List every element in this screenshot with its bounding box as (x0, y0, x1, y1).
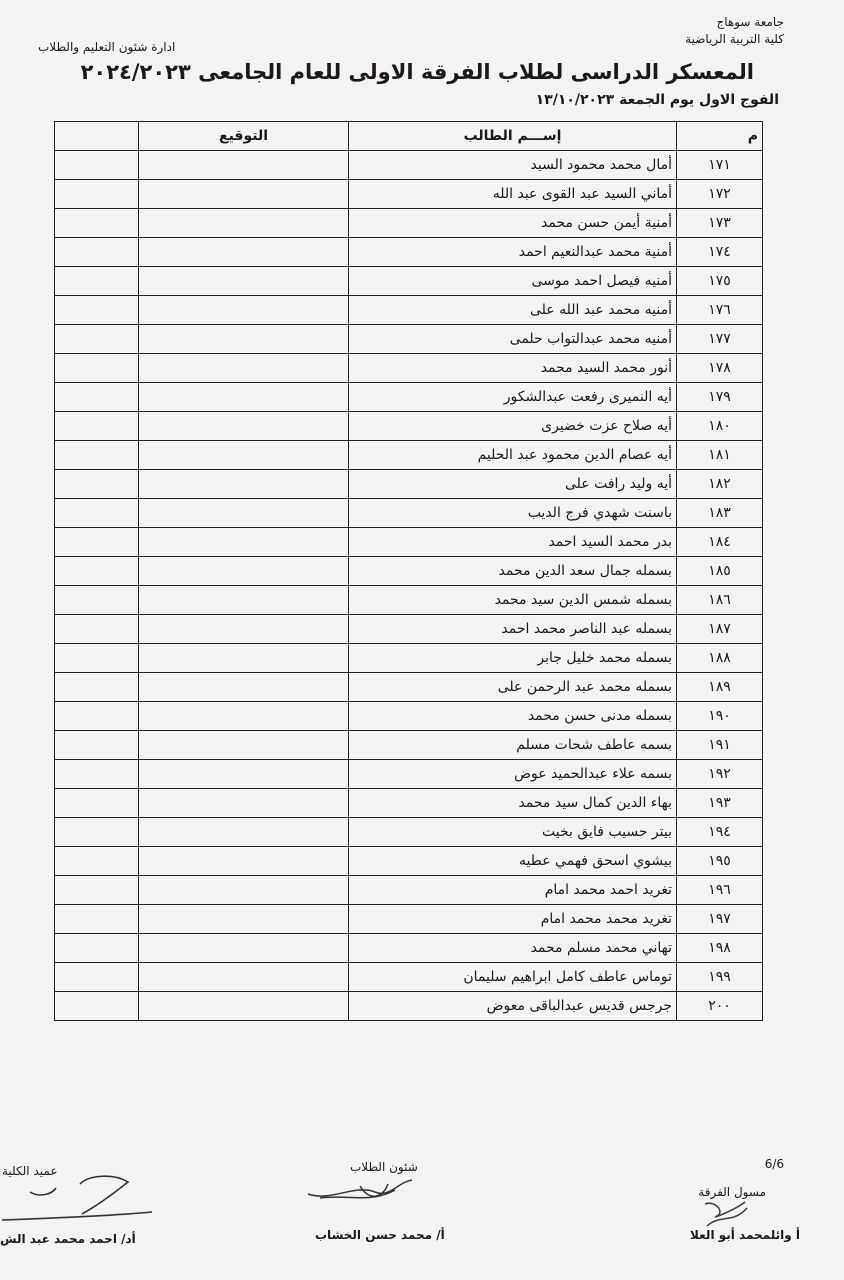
row-number: ١٩٦ (677, 876, 763, 905)
signature-cell[interactable] (139, 383, 349, 412)
header-number: م (677, 122, 763, 151)
row-number: ١٩٨ (677, 934, 763, 963)
table-row (55, 470, 763, 499)
row-number: ١٨٦ (677, 586, 763, 615)
class-supervisor-name: أ وائلمحمد أبو العلا (690, 1228, 800, 1242)
extra-cell (55, 209, 139, 238)
table-row (55, 499, 763, 528)
extra-cell (55, 789, 139, 818)
extra-cell (55, 731, 139, 760)
student-name: بسمله شمس الدين سيد محمد (349, 586, 677, 615)
student-name: أمنيه محمد عبد الله على (349, 296, 677, 325)
signature-cell[interactable] (139, 760, 349, 789)
signature-cell[interactable] (139, 789, 349, 818)
signature-cell[interactable] (139, 673, 349, 702)
row-number: ١٨٢ (677, 470, 763, 499)
signature-cell[interactable] (139, 644, 349, 673)
signature-cell[interactable] (139, 209, 349, 238)
student-affairs-signature (300, 1172, 430, 1208)
table-row (55, 441, 763, 470)
table-row (55, 238, 763, 267)
dean-name: أد/ احمد محمد عبد الش (0, 1232, 136, 1246)
row-number: ١٧١ (677, 151, 763, 180)
row-number: ١٨١ (677, 441, 763, 470)
student-name: أمنيه فيصل احمد موسى (349, 267, 677, 296)
table-row (55, 383, 763, 412)
extra-cell (55, 296, 139, 325)
table-row (55, 296, 763, 325)
signature-cell[interactable] (139, 963, 349, 992)
signature-cell[interactable] (139, 470, 349, 499)
signature-cell[interactable] (139, 818, 349, 847)
student-name: تهاني محمد مسلم محمد (349, 934, 677, 963)
student-name: أمنية أيمن حسن محمد (349, 209, 677, 238)
row-number: ١٨٤ (677, 528, 763, 557)
student-name: توماس عاطف كامل ابراهيم سليمان (349, 963, 677, 992)
signature-cell[interactable] (139, 615, 349, 644)
table-header-row (55, 122, 763, 151)
student-name: أمنية محمد عبدالنعيم احمد (349, 238, 677, 267)
table-row (55, 673, 763, 702)
row-number: ١٨٧ (677, 615, 763, 644)
row-number: ١٧٣ (677, 209, 763, 238)
student-roster-table (54, 121, 763, 1021)
student-name: بسمله محمد عبد الرحمن على (349, 673, 677, 702)
table-row (55, 354, 763, 383)
row-number: ١٧٩ (677, 383, 763, 412)
extra-cell (55, 992, 139, 1021)
extra-cell (55, 412, 139, 441)
signature-cell[interactable] (139, 296, 349, 325)
student-name: أمنيه محمد عبدالتواب حلمى (349, 325, 677, 354)
row-number: ١٩٣ (677, 789, 763, 818)
table-row (55, 151, 763, 180)
signature-cell[interactable] (139, 702, 349, 731)
signature-cell[interactable] (139, 412, 349, 441)
page-number: 6/6 (764, 1157, 784, 1171)
table-row (55, 325, 763, 354)
row-number: ١٩٠ (677, 702, 763, 731)
signature-cell[interactable] (139, 847, 349, 876)
table-row (55, 267, 763, 296)
signature-cell[interactable] (139, 499, 349, 528)
row-number: ١٩١ (677, 731, 763, 760)
table-row (55, 731, 763, 760)
extra-cell (55, 383, 139, 412)
table-row (55, 876, 763, 905)
table-row (55, 905, 763, 934)
header-extra (55, 122, 139, 151)
row-number: ١٩٩ (677, 963, 763, 992)
student-name: بسمه علاء عبدالحميد عوض (349, 760, 677, 789)
header-student-name: إســـم الطالب (349, 122, 677, 151)
signature-cell[interactable] (139, 876, 349, 905)
extra-cell (55, 760, 139, 789)
signature-cell[interactable] (139, 267, 349, 296)
row-number: ١٧٨ (677, 354, 763, 383)
table-row (55, 963, 763, 992)
table-row (55, 847, 763, 876)
table-row (55, 180, 763, 209)
row-number: ١٩٧ (677, 905, 763, 934)
row-number: ١٩٥ (677, 847, 763, 876)
row-number: ١٨٥ (677, 557, 763, 586)
extra-cell (55, 325, 139, 354)
document-subtitle: الفوج الاول يوم الجمعة ١٣/١٠/٢٠٢٣ (535, 92, 779, 108)
student-name: جرجس قديس عبدالباقى معوض (349, 992, 677, 1021)
extra-cell (55, 557, 139, 586)
student-name: تغريد احمد محمد امام (349, 876, 677, 905)
student-name: بسمله عبد الناصر محمد احمد (349, 615, 677, 644)
row-number: ١٧٦ (677, 296, 763, 325)
table-row (55, 934, 763, 963)
table-row (55, 992, 763, 1021)
student-name: أيه وليد رافت على (349, 470, 677, 499)
roster-body (55, 151, 763, 1021)
extra-cell (55, 470, 139, 499)
row-number: ١٩٢ (677, 760, 763, 789)
signature-cell[interactable] (139, 557, 349, 586)
extra-cell (55, 934, 139, 963)
institution-header (685, 14, 784, 48)
student-name: أيه صلاح عزت خضيرى (349, 412, 677, 441)
dean-title: عميد الكلية (2, 1164, 58, 1178)
extra-cell (55, 905, 139, 934)
table-row (55, 528, 763, 557)
signature-cell[interactable] (139, 731, 349, 760)
student-name: بسمله محمد خليل جابر (349, 644, 677, 673)
row-number: ١٧٧ (677, 325, 763, 354)
table-row (55, 789, 763, 818)
extra-cell (55, 586, 139, 615)
row-number: ١٧٥ (677, 267, 763, 296)
extra-cell (55, 354, 139, 383)
signature-cell[interactable] (139, 238, 349, 267)
student-name: بدر محمد السيد احمد (349, 528, 677, 557)
header-signature: التوقيع (139, 122, 349, 151)
class-supervisor-title: مسول الفرقة (698, 1185, 766, 1199)
table-row (55, 586, 763, 615)
student-name: بيشوي اسحق فهمي عطيه (349, 847, 677, 876)
student-name: بيتر حسيب فايق بخيت (349, 818, 677, 847)
extra-cell (55, 267, 139, 296)
row-number: ٢٠٠ (677, 992, 763, 1021)
extra-cell (55, 151, 139, 180)
extra-cell (55, 615, 139, 644)
student-name: بسمله جمال سعد الدين محمد (349, 557, 677, 586)
row-number: ١٨٩ (677, 673, 763, 702)
dean-signature (0, 1168, 160, 1228)
row-number: ١٩٤ (677, 818, 763, 847)
table-row (55, 818, 763, 847)
extra-cell (55, 963, 139, 992)
extra-cell (55, 499, 139, 528)
student-name: أماني السيد عبد القوى عبد الله (349, 180, 677, 209)
department-name: ادارة شئون التعليم والطلاب (38, 40, 176, 54)
table-row (55, 412, 763, 441)
row-number: ١٨٠ (677, 412, 763, 441)
student-affairs-name: أ/ محمد حسن الخشاب (315, 1228, 445, 1242)
extra-cell (55, 180, 139, 209)
signature-cell[interactable] (139, 441, 349, 470)
student-affairs-title: شئون الطلاب (350, 1160, 418, 1174)
row-number: ١٨٨ (677, 644, 763, 673)
class-supervisor-signature (695, 1196, 755, 1230)
signature-cell[interactable] (139, 354, 349, 383)
extra-cell (55, 673, 139, 702)
extra-cell (55, 818, 139, 847)
university-name: جامعة سوهاج (716, 15, 784, 29)
table-row (55, 615, 763, 644)
student-name: بهاء الدين كمال سيد محمد (349, 789, 677, 818)
student-name: أمال محمد محمود السيد (349, 151, 677, 180)
row-number: ١٧٢ (677, 180, 763, 209)
extra-cell (55, 847, 139, 876)
document-title: المعسكر الدراسى لطلاب الفرقة الاولى للعام الجامعى ٢٠٢٤/٢٠٢٣ (80, 60, 754, 84)
student-name: تغريد محمد محمد امام (349, 905, 677, 934)
row-number: ١٨٣ (677, 499, 763, 528)
faculty-name: كلية التربية الرياضية (685, 32, 784, 46)
extra-cell (55, 441, 139, 470)
signature-cell[interactable] (139, 934, 349, 963)
student-name: بسمله مدنى حسن محمد (349, 702, 677, 731)
table-row (55, 760, 763, 789)
extra-cell (55, 238, 139, 267)
table-row (55, 644, 763, 673)
student-name: أيه عصام الدين محمود عبد الحليم (349, 441, 677, 470)
student-name: أيه النميرى رفعت عبدالشكور (349, 383, 677, 412)
signature-cell[interactable] (139, 151, 349, 180)
table-row (55, 702, 763, 731)
extra-cell (55, 876, 139, 905)
student-name: بسمه عاطف شحات مسلم (349, 731, 677, 760)
extra-cell (55, 644, 139, 673)
student-name: أنور محمد السيد محمد (349, 354, 677, 383)
extra-cell (55, 702, 139, 731)
signature-cell[interactable] (139, 992, 349, 1021)
signature-cell[interactable] (139, 180, 349, 209)
table-row (55, 209, 763, 238)
signature-cell[interactable] (139, 905, 349, 934)
signature-cell[interactable] (139, 528, 349, 557)
table-row (55, 557, 763, 586)
signature-cell[interactable] (139, 325, 349, 354)
student-name: باسنت شهدي فرج الديب (349, 499, 677, 528)
extra-cell (55, 528, 139, 557)
row-number: ١٧٤ (677, 238, 763, 267)
signature-cell[interactable] (139, 586, 349, 615)
